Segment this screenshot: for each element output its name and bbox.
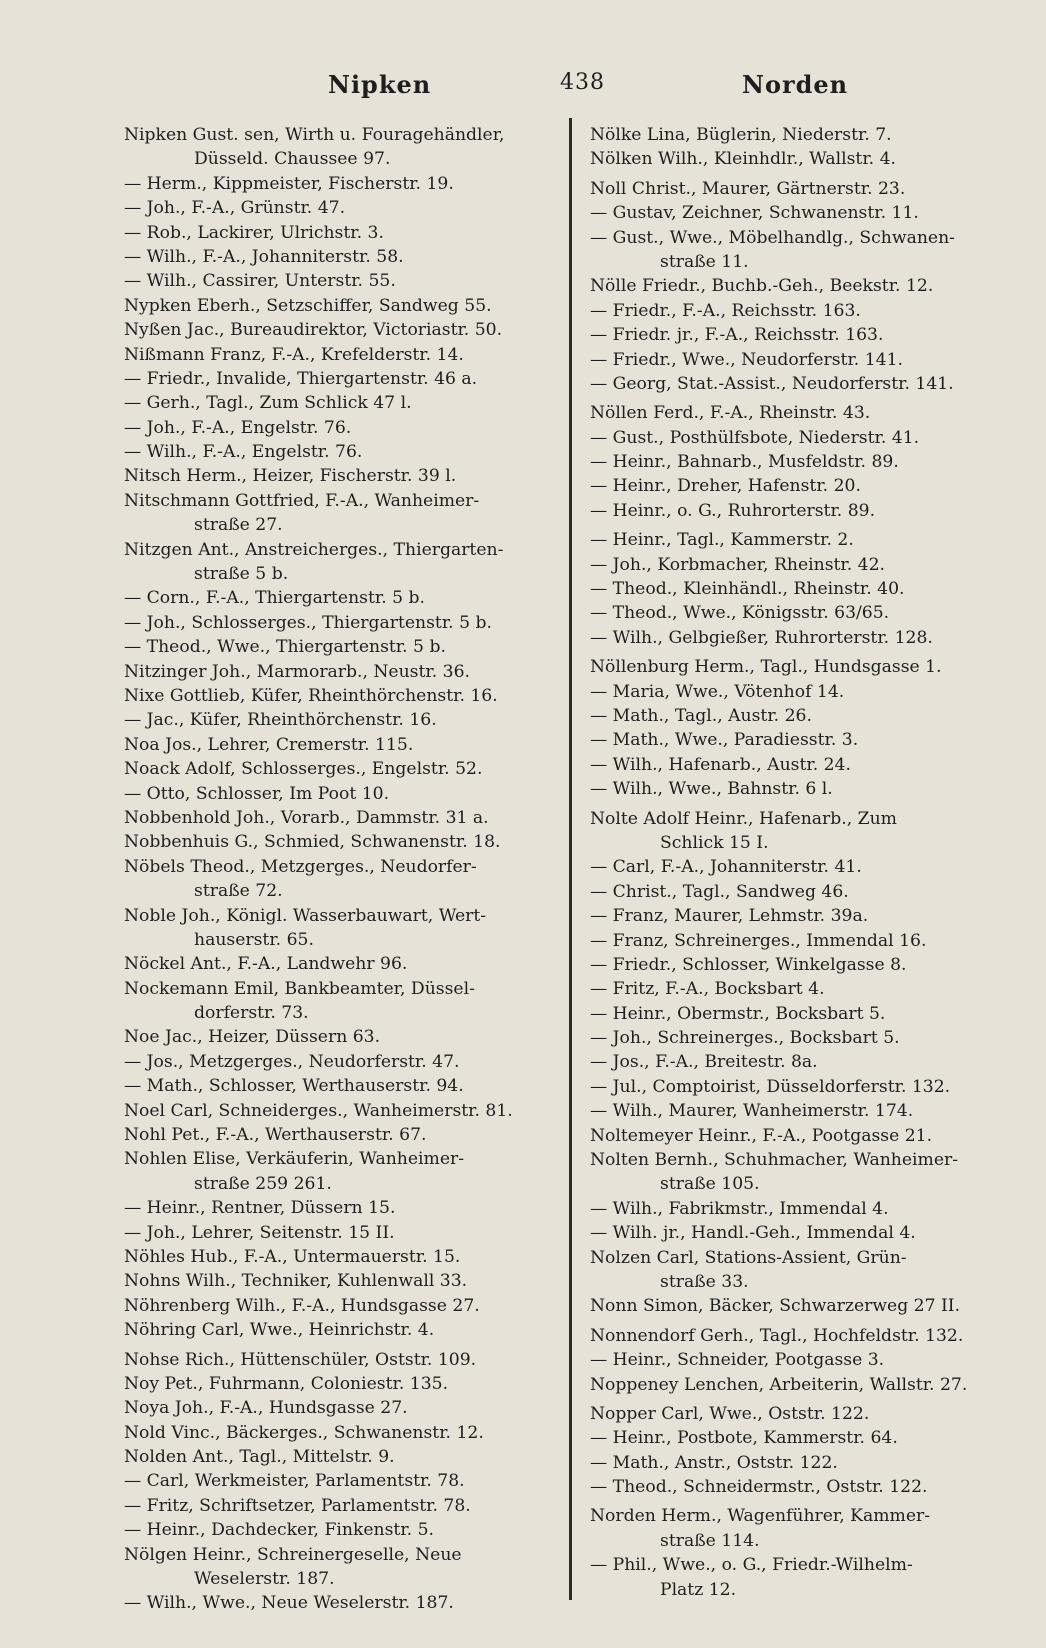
directory-entry-line: straße 11. bbox=[660, 251, 749, 272]
directory-entry-line: straße 72. bbox=[194, 881, 283, 902]
directory-entry-line: — Joh., Schlosserges., Thiergartenstr. 5 b. bbox=[124, 612, 492, 633]
directory-entry-line: — Gerh., Tagl., Zum Schlick 47 l. bbox=[124, 393, 412, 414]
directory-entry-line: Nyßen Jac., Bureaudirektor, Victoriastr. 50. bbox=[124, 320, 503, 341]
directory-entry-line: Nipken Gust. sen, Wirth u. Fouragehändler, bbox=[124, 125, 505, 145]
directory-entry-line: — Math., Schlosser, Werthauserstr. 94. bbox=[124, 1076, 464, 1097]
directory-entry-line: Nohl Pet., F.-A., Werthauserstr. 67. bbox=[124, 1125, 427, 1146]
directory-entry-line: Nohns Wilh., Techniker, Kuhlenwall 33. bbox=[124, 1271, 468, 1292]
directory-entry-line: Nockemann Emil, Bankbeamter, Düssel- bbox=[124, 978, 475, 999]
directory-entry-line: — Heinr., Schneider, Pootgasse 3. bbox=[590, 1350, 885, 1371]
directory-entry-line: Nolzen Carl, Stations-Assient, Grün- bbox=[590, 1247, 907, 1268]
directory-entry-line: — Heinr., Rentner, Düssern 15. bbox=[124, 1198, 396, 1219]
directory-entry-line: — Phil., Wwe., o. G., Friedr.-Wilhelm- bbox=[590, 1555, 913, 1576]
directory-entry-line: Nohlen Elise, Verkäuferin, Wanheimer- bbox=[124, 1149, 465, 1170]
directory-entry-line: hauserstr. 65. bbox=[194, 929, 314, 950]
directory-entry-line: — Christ., Tagl., Sandweg 46. bbox=[590, 881, 849, 902]
directory-entry-line: — Herm., Kippmeister, Fischerstr. 19. bbox=[124, 173, 454, 194]
directory-entry-line: — Gust., Wwe., Möbelhandlg., Schwanen- bbox=[590, 227, 955, 248]
directory-entry-line: Nolden Ant., Tagl., Mittelstr. 9. bbox=[124, 1447, 395, 1468]
directory-entry-line: — Wilh., Hafenarb., Austr. 24. bbox=[590, 754, 851, 775]
directory-entry-line: — Joh., F.-A., Grünstr. 47. bbox=[124, 198, 346, 219]
directory-entry-line: — Wilh., Fabrikmstr., Immendal 4. bbox=[590, 1198, 889, 1219]
directory-entry-line: — Wilh., Cassirer, Unterstr. 55. bbox=[124, 271, 396, 292]
directory-entry-line: — Wilh., Wwe., Bahnstr. 6 l. bbox=[590, 779, 833, 800]
directory-entry-line: Nölle Friedr., Buchb.-Geh., Beekstr. 12. bbox=[590, 276, 934, 297]
directory-entry-line: — Heinr., Bahnarb., Musfeldstr. 89. bbox=[590, 452, 899, 473]
directory-entry-line: Nopper Carl, Wwe., Oststr. 122. bbox=[590, 1403, 870, 1424]
column-divider bbox=[569, 118, 572, 1600]
directory-entry-line: Nixe Gottlieb, Küfer, Rheinthörchenstr. 16. bbox=[124, 685, 498, 706]
directory-entry-line: — Heinr., Postbote, Kammerstr. 64. bbox=[590, 1428, 898, 1449]
directory-entry-line: — Maria, Wwe., Vötenhof 14. bbox=[590, 681, 845, 702]
directory-entry-line: — Heinr., o. G., Ruhrorterstr. 89. bbox=[590, 500, 876, 521]
directory-entry-line: Nöckel Ant., F.-A., Landwehr 96. bbox=[124, 954, 408, 975]
directory-entry-line: Nohse Rich., Hüttenschüler, Oststr. 109. bbox=[124, 1349, 477, 1370]
directory-entry-line: Nöllenburg Herm., Tagl., Hundsgasse 1. bbox=[590, 657, 942, 678]
directory-entry-line: — Theod., Wwe., Königsstr. 63/65. bbox=[590, 603, 890, 624]
directory-entry-line: Nypken Eberh., Setzschiffer, Sandweg 55. bbox=[124, 295, 492, 316]
directory-entry-line: Weselerstr. 187. bbox=[194, 1569, 335, 1590]
directory-entry-line: — Corn., F.-A., Thiergartenstr. 5 b. bbox=[124, 588, 426, 609]
directory-entry-line: — Jac., Küfer, Rheinthörchenstr. 16. bbox=[124, 710, 437, 731]
directory-entry-line: — Joh., Korbmacher, Rheinstr. 42. bbox=[590, 554, 886, 575]
directory-entry-line: — Heinr., Dachdecker, Finkenstr. 5. bbox=[124, 1520, 434, 1541]
directory-entry-line: — Heinr., Tagl., Kammerstr. 2. bbox=[590, 530, 854, 551]
directory-entry-line: — Rob., Lackirer, Ulrichstr. 3. bbox=[124, 222, 384, 243]
directory-entry-line: — Heinr., Obermstr., Bocksbart 5. bbox=[590, 1003, 886, 1024]
directory-entry-line: straße 105. bbox=[660, 1174, 760, 1195]
directory-entry-line: — Theod., Schneidermstr., Oststr. 122. bbox=[590, 1477, 928, 1498]
directory-entry-line: — Math., Anstr., Oststr. 122. bbox=[590, 1452, 838, 1473]
directory-entry-line: — Friedr., Wwe., Neudorferstr. 141. bbox=[590, 349, 903, 370]
directory-entry-line: Noltemeyer Heinr., F.-A., Pootgasse 21. bbox=[590, 1125, 933, 1146]
directory-entry-line: — Wilh., Gelbgießer, Ruhrorterstr. 128. bbox=[590, 627, 933, 648]
directory-entry-line: Noack Adolf, Schlosserges., Engelstr. 52. bbox=[124, 759, 483, 780]
directory-entry-line: Düsseld. Chaussee 97. bbox=[194, 149, 391, 170]
directory-entry-line: — Jul., Comptoirist, Düsseldorferstr. 132. bbox=[590, 1076, 951, 1097]
directory-entry-line: Platz 12. bbox=[660, 1579, 737, 1600]
directory-entry-line: Nöllen Ferd., F.-A., Rheinstr. 43. bbox=[590, 403, 871, 424]
directory-entry-line: — Georg, Stat.-Assist., Neudorferstr. 141. bbox=[590, 373, 954, 394]
left-column bbox=[124, 123, 564, 1616]
directory-entry-line: Nonn Simon, Bäcker, Schwarzerweg 27 II. bbox=[590, 1296, 961, 1317]
directory-entry-line: — Heinr., Dreher, Hafenstr. 20. bbox=[590, 476, 861, 497]
header-right-keyword: Norden bbox=[742, 70, 849, 99]
directory-entry-line: — Franz, Schreinerges., Immendal 16. bbox=[590, 930, 927, 951]
directory-entry-line: — Jos., F.-A., Breitestr. 8a. bbox=[590, 1052, 818, 1073]
directory-entry-line: straße 5 b. bbox=[194, 564, 289, 585]
directory-entry-line: straße 33. bbox=[660, 1271, 749, 1292]
directory-entry-line: Nolten Bernh., Schuhmacher, Wanheimer- bbox=[590, 1150, 959, 1171]
directory-entry-line: Nitzgen Ant., Anstreicherges., Thiergarten- bbox=[124, 539, 504, 560]
directory-entry-line: — Wilh., Wwe., Neue Weselerstr. 187. bbox=[124, 1593, 454, 1614]
right-column bbox=[590, 123, 1042, 1602]
directory-entry-line: — Math., Tagl., Austr. 26. bbox=[590, 705, 812, 726]
directory-entry-line: Nöhring Carl, Wwe., Heinrichstr. 4. bbox=[124, 1320, 435, 1341]
directory-entry-line: Noble Joh., Königl. Wasserbauwart, Wert- bbox=[124, 905, 487, 926]
header-left-keyword: Nipken bbox=[328, 70, 432, 99]
directory-entry-line: — Gust., Posthülfsbote, Niederstr. 41. bbox=[590, 427, 920, 448]
directory-entry-line: — Carl, Werkmeister, Parlamentstr. 78. bbox=[124, 1471, 465, 1492]
directory-entry-line: — Theod., Wwe., Thiergartenstr. 5 b. bbox=[124, 637, 446, 658]
directory-entry-line: Norden Herm., Wagenführer, Kammer- bbox=[590, 1506, 931, 1527]
directory-entry-line: straße 114. bbox=[660, 1530, 760, 1551]
directory-entry-line: Nold Vinc., Bäckerges., Schwanenstr. 12. bbox=[124, 1422, 484, 1443]
directory-entry-line: — Joh., F.-A., Engelstr. 76. bbox=[124, 417, 352, 438]
directory-entry-line: — Wilh., Maurer, Wanheimerstr. 174. bbox=[590, 1101, 914, 1122]
directory-entry-line: Nonnendorf Gerh., Tagl., Hochfeldstr. 132. bbox=[590, 1325, 964, 1346]
directory-entry-line: — Math., Wwe., Paradiesstr. 3. bbox=[590, 730, 859, 751]
directory-entry-line: straße 259 261. bbox=[194, 1173, 332, 1194]
directory-entry-line: Nitzinger Joh., Marmorarb., Neustr. 36. bbox=[124, 661, 470, 682]
directory-entry-line: straße 27. bbox=[194, 515, 283, 536]
directory-entry-line: Noy Pet., Fuhrmann, Coloniestr. 135. bbox=[124, 1373, 449, 1394]
directory-entry-line: — Joh., Lehrer, Seitenstr. 15 II. bbox=[124, 1222, 395, 1243]
page-number: 438 bbox=[560, 70, 605, 95]
directory-entry-line: Noa Jos., Lehrer, Cremerstr. 115. bbox=[124, 734, 414, 755]
directory-entry-line: — Wilh., F.-A., Engelstr. 76. bbox=[124, 442, 363, 463]
directory-entry-line: — Carl, F.-A., Johanniterstr. 41. bbox=[590, 857, 862, 878]
directory-entry-line: — Otto, Schlosser, Im Poot 10. bbox=[124, 783, 390, 804]
directory-entry-line: Noe Jac., Heizer, Düssern 63. bbox=[124, 1027, 381, 1048]
directory-entry-line: Nitschmann Gottfried, F.-A., Wanheimer- bbox=[124, 490, 480, 511]
directory-entry-line: — Wilh. jr., Handl.-Geh., Immendal 4. bbox=[590, 1223, 916, 1244]
directory-entry-line: Noel Carl, Schneiderges., Wanheimerstr. 81. bbox=[124, 1100, 513, 1121]
directory-entry-line: Schlick 15 I. bbox=[660, 832, 769, 853]
directory-entry-line: — Wilh., F.-A., Johanniterstr. 58. bbox=[124, 246, 404, 267]
directory-entry-line: — Friedr. jr., F.-A., Reichsstr. 163. bbox=[590, 325, 884, 346]
directory-entry-line: — Friedr., F.-A., Reichsstr. 163. bbox=[590, 300, 861, 321]
directory-entry-line: Nobbenhuis G., Schmied, Schwanenstr. 18. bbox=[124, 832, 501, 853]
directory-entry-line: — Fritz, Schriftsetzer, Parlamentstr. 78. bbox=[124, 1495, 471, 1516]
directory-entry-line: Nölken Wilh., Kleinhdlr., Wallstr. 4. bbox=[590, 149, 896, 170]
directory-entry-line: — Gustav, Zeichner, Schwanenstr. 11. bbox=[590, 203, 919, 224]
directory-entry-line: Nitsch Herm., Heizer, Fischerstr. 39 l. bbox=[124, 466, 457, 487]
directory-entry-line: Nolte Adolf Heinr., Hafenarb., Zum bbox=[590, 808, 897, 829]
directory-entry-line: Nölgen Heinr., Schreinergeselle, Neue bbox=[124, 1544, 462, 1565]
directory-entry-line: Noll Christ., Maurer, Gärtnerstr. 23. bbox=[590, 178, 906, 199]
directory-entry-line: Nölke Lina, Büglerin, Niederstr. 7. bbox=[590, 125, 892, 145]
directory-entry-line: — Joh., Schreinerges., Bocksbart 5. bbox=[590, 1028, 900, 1049]
directory-entry-line: dorferstr. 73. bbox=[194, 1003, 309, 1024]
directory-entry-line: Noya Joh., F.-A., Hundsgasse 27. bbox=[124, 1398, 408, 1419]
directory-entry-line: — Jos., Metzgerges., Neudorferstr. 47. bbox=[124, 1051, 460, 1072]
directory-entry-line: — Fritz, F.-A., Bocksbart 4. bbox=[590, 979, 825, 1000]
directory-entry-line: — Friedr., Schlosser, Winkelgasse 8. bbox=[590, 954, 907, 975]
directory-entry-line: — Friedr., Invalide, Thiergartenstr. 46 a. bbox=[124, 368, 478, 389]
directory-entry-line: Nöbels Theod., Metzgerges., Neudorfer- bbox=[124, 856, 477, 877]
directory-entry-line: Nißmann Franz, F.-A., Krefelderstr. 14. bbox=[124, 344, 464, 365]
directory-entry-line: Nöhrenberg Wilh., F.-A., Hundsgasse 27. bbox=[124, 1295, 480, 1316]
directory-entry-line: — Theod., Kleinhändl., Rheinstr. 40. bbox=[590, 579, 905, 600]
directory-entry-line: — Franz, Maurer, Lehmstr. 39a. bbox=[590, 906, 869, 927]
directory-entry-line: Nobbenhold Joh., Vorarb., Dammstr. 31 a. bbox=[124, 807, 489, 828]
directory-entry-line: Noppeney Lenchen, Arbeiterin, Wallstr. 27. bbox=[590, 1374, 968, 1395]
directory-entry-line: Nöhles Hub., F.-A., Untermauerstr. 15. bbox=[124, 1246, 461, 1267]
